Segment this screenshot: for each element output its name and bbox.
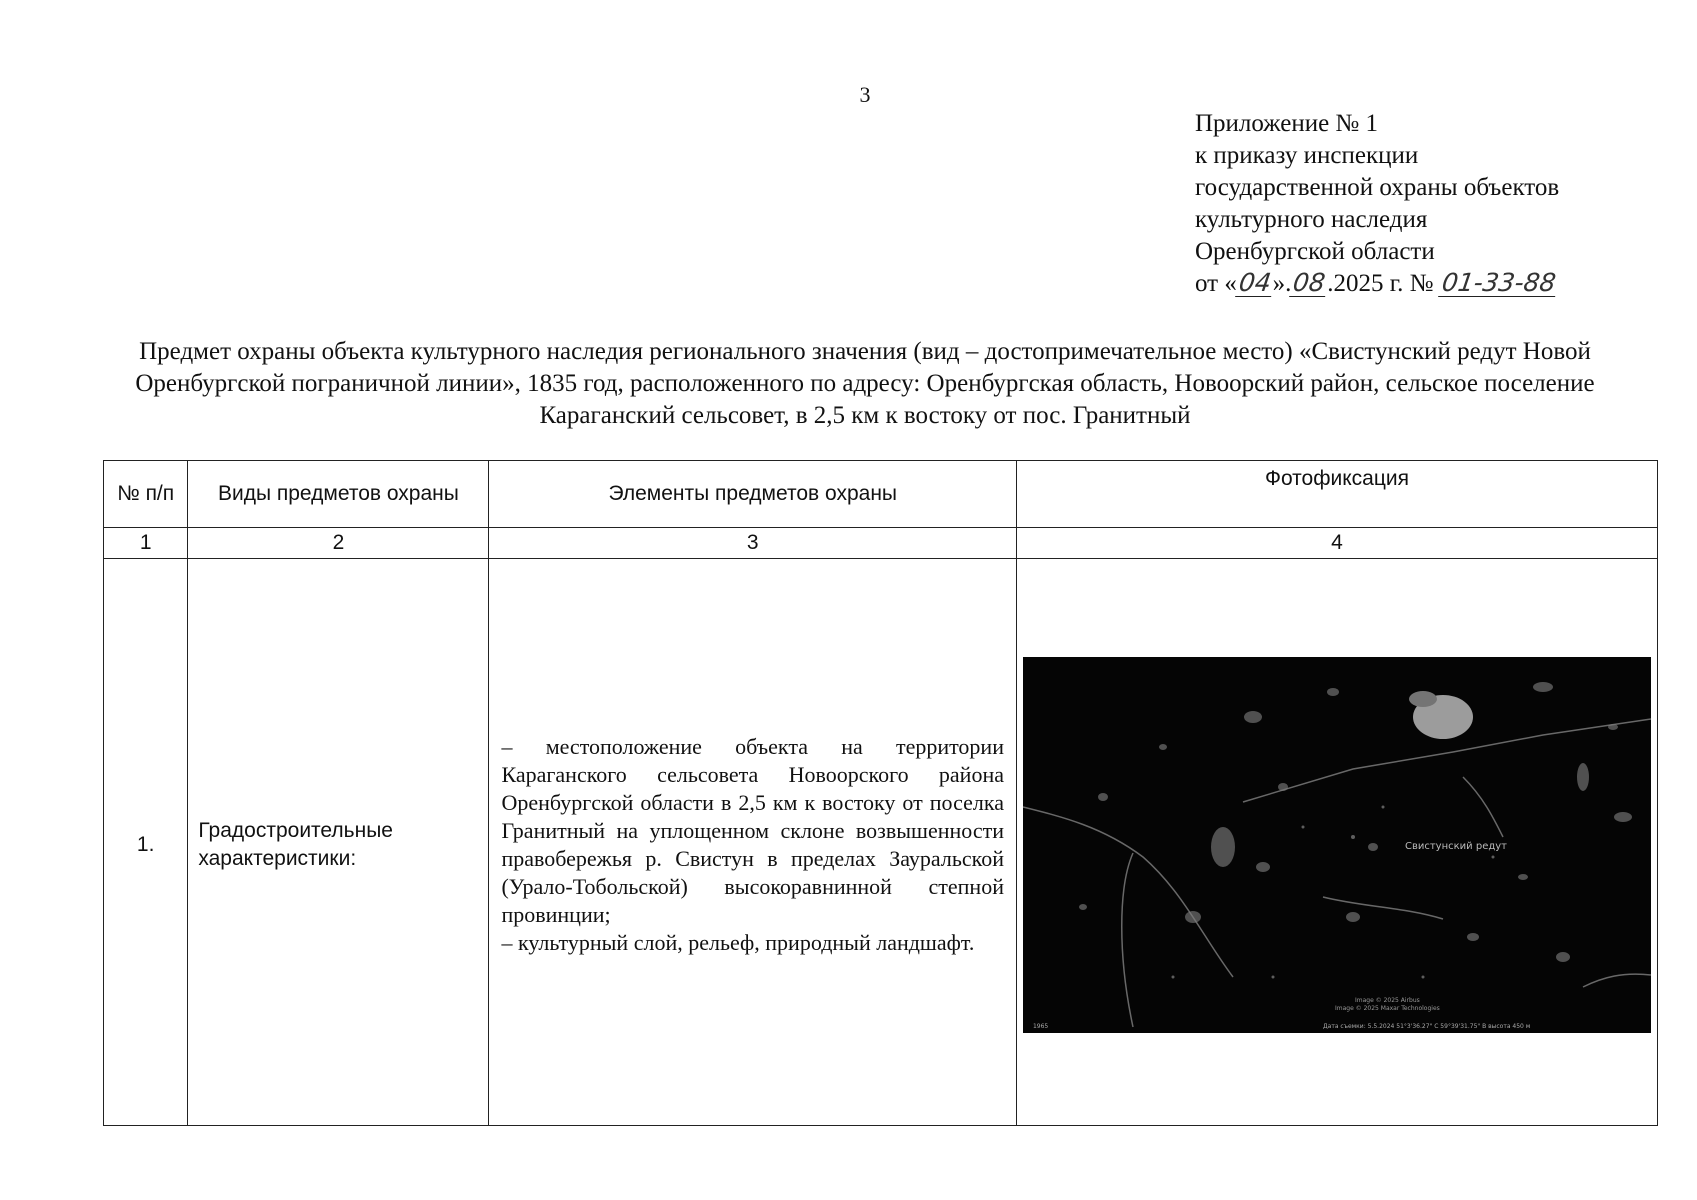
site-label: Свистунский редут xyxy=(1404,841,1508,852)
table-row xyxy=(104,559,1658,1126)
protection-table xyxy=(103,460,1658,1126)
satellite-image xyxy=(1023,657,1651,1033)
protection-type: Градостроительные характеристики: xyxy=(188,559,489,1126)
element-item: – местоположение объекта на территории Караганского сельсовета Новоорского района Оренбургской области в 2,5 км к востоку от поселка Гранитный на уплощенном склоне возвышенности правобережья р. Свистун в пределах Зауральской (Урало-Тобольской) высокоравнинной степной провинции; xyxy=(501,734,1004,927)
page-number: 3 xyxy=(859,82,871,107)
date-month: 08 xyxy=(1291,268,1328,297)
column-number: 2 xyxy=(188,528,489,559)
table-header-row xyxy=(104,461,1658,528)
header-photo: Фотофиксация xyxy=(1016,461,1657,528)
appendix-block xyxy=(1195,108,1559,300)
column-number-row xyxy=(104,528,1658,559)
column-number: 4 xyxy=(1016,528,1657,559)
scale-label: 1965 xyxy=(1032,1023,1049,1030)
attribution-line: Image © 2025 Maxar Technologies xyxy=(1334,1005,1440,1012)
appendix-line-2: к приказу инспекции xyxy=(1195,142,1419,169)
image-attribution xyxy=(1335,997,1440,1013)
photo-cell xyxy=(1016,559,1657,1126)
protection-elements xyxy=(489,559,1017,1126)
column-number: 3 xyxy=(489,528,1017,559)
date-separator: ». xyxy=(1272,270,1292,297)
header-number: № п/п xyxy=(104,461,188,528)
date-day: 04 xyxy=(1236,268,1273,297)
appendix-line-1: Приложение № 1 xyxy=(1195,110,1379,137)
date-prefix: от « xyxy=(1195,270,1237,297)
appendix-line-4: культурного наследия xyxy=(1195,206,1428,233)
column-number: 1 xyxy=(104,528,188,559)
element-item: – культурный слой, рельеф, природный ландшафт. xyxy=(501,930,975,955)
appendix-date-line xyxy=(1195,268,1559,300)
status-bar: Дата съемки: 5.5.2024 51°3'36.27" С 59°39'31.75" В высота 450 м xyxy=(1322,1023,1531,1030)
order-number: 01-33-88 xyxy=(1439,268,1558,297)
satellite-terrain xyxy=(1023,657,1651,1033)
appendix-line-3: государственной охраны объектов xyxy=(1195,174,1560,201)
header-types: Виды предметов охраны xyxy=(188,461,489,528)
date-year: .2025 г. № xyxy=(1327,270,1434,297)
attribution-line: Image © 2025 Airbus xyxy=(1354,997,1420,1004)
header-elements: Элементы предметов охраны xyxy=(489,461,1017,528)
appendix-line-5: Оренбургской области xyxy=(1195,238,1435,265)
row-number: 1. xyxy=(104,559,188,1126)
document-title: Предмет охраны объекта культурного наследия регионального значения (вид – достопримечательное место) «Свистунский редут Новой Оренбургской пограничной линии», 1835 год, расположенного по адресу: Оренбургская область, Новоорский район, сельское поселение Караганский сельсовет, в 2,5 км к востоку от пос. Гранитный xyxy=(135,338,1595,429)
